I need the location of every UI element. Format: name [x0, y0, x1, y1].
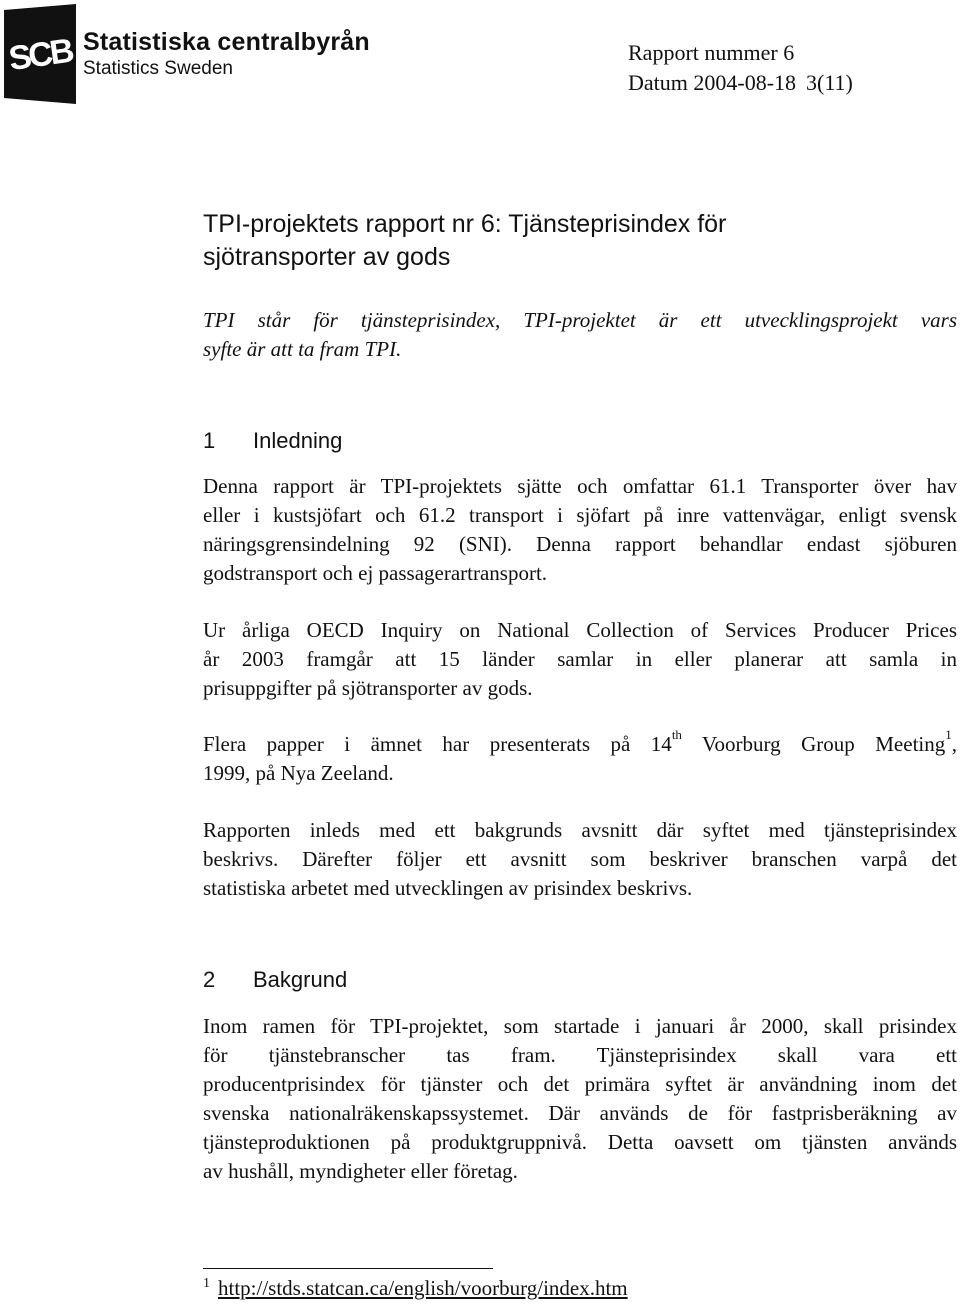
text-line: beskrivs. Därefter följer ett avsnitt som beskriver branschen varpå det — [203, 847, 957, 871]
paragraph — [203, 727, 957, 788]
text-line: 1999, på Nya Zeeland. — [203, 761, 394, 785]
text-line: Denna rapport är TPI-projektets sjätte och omfattar 61.1 Transporter över hav — [203, 474, 957, 498]
paragraph — [203, 616, 957, 703]
text-line: näringsgrensindelning 92 (SNI). Denna rapport behandlar endast sjöburen — [203, 532, 957, 556]
text-line: Inom ramen för TPI-projektet, som startade i januari år 2000, skall prisindex — [203, 1014, 957, 1038]
report-date-line — [628, 70, 853, 96]
paragraph — [203, 472, 957, 588]
text-line: Ur årliga OECD Inquiry on National Collection of Services Producer Prices — [203, 618, 957, 642]
scb-logo-mark-icon — [0, 4, 80, 104]
footnote-divider — [203, 1268, 493, 1269]
footnote — [203, 1276, 628, 1301]
text-line: TPI står för tjänsteprisindex, TPI-projektet är ett utvecklingsprojekt vars — [203, 308, 957, 332]
text-line: år 2003 framgår att 15 länder samlar in eller planerar att samla in — [203, 647, 957, 671]
text-line: Rapporten inleds med ett bakgrunds avsnitt där syftet med tjänsteprisindex — [203, 818, 957, 842]
section-number: 1 — [203, 428, 216, 453]
section-title: Inledning — [253, 428, 343, 453]
text-line: statistiska arbetet med utvecklingen av prisindex beskrivs. — [203, 876, 693, 900]
text-line: syfte är att ta fram TPI. — [203, 337, 402, 361]
section-heading-inledning — [203, 428, 342, 454]
scb-logo — [0, 0, 420, 110]
text-fragment: , — [951, 732, 957, 756]
text-fragment: Voorburg Group Meeting — [681, 732, 946, 756]
org-name-sv: Statistiska centralbyrån — [83, 28, 370, 56]
footnote-ref[interactable]: 1 — [945, 727, 952, 742]
text-line: av hushåll, myndigheter eller företag. — [203, 1159, 518, 1183]
title-line: TPI-projektets rapport nr 6: Tjänsteprisindex för — [203, 210, 727, 238]
paragraph — [203, 1012, 957, 1186]
superscript-th: th — [671, 727, 682, 742]
page-number: 3(11) — [806, 70, 853, 95]
report-date: Datum 2004-08-18 — [628, 70, 797, 95]
paragraph — [203, 816, 957, 903]
section-number: 2 — [203, 967, 216, 992]
document-title — [203, 208, 903, 274]
section-heading-bakgrund — [203, 967, 347, 993]
text-line: producentprisindex för tjänster och det primära syftet är användning inom det — [203, 1072, 957, 1096]
footnote-marker: 1 — [203, 1276, 210, 1291]
logo-text: SCB — [6, 31, 74, 79]
text-line — [203, 727, 957, 759]
org-name-en: Statistics Sweden — [83, 58, 233, 79]
text-fragment: Flera papper i ämnet har presenterats på 14 — [203, 732, 672, 756]
text-line: prisuppgifter på sjötransporter av gods. — [203, 676, 533, 700]
text-line: eller i kustsjöfart och 61.2 transport i sjöfart på inre vattenvägar, enligt svensk — [203, 503, 957, 527]
section-title: Bakgrund — [253, 967, 348, 992]
title-line: sjötransporter av gods — [203, 243, 451, 271]
text-line: godstransport och ej passagerartransport. — [203, 561, 548, 585]
intro-paragraph — [203, 306, 957, 364]
footnote-link[interactable]: http://stds.statcan.ca/english/voorburg/index.htm — [218, 1276, 628, 1300]
text-line: tjänsteproduktionen på produktgruppnivå. Detta oavsett om tjänsten används — [203, 1130, 957, 1154]
report-number: Rapport nummer 6 — [628, 40, 795, 65]
text-line: svenska nationalräkenskapssystemet. Där används de för fastprisberäkning av — [203, 1101, 957, 1125]
text-line: för tjänstebranscher tas fram. Tjänsteprisindex skall vara ett — [203, 1043, 957, 1067]
